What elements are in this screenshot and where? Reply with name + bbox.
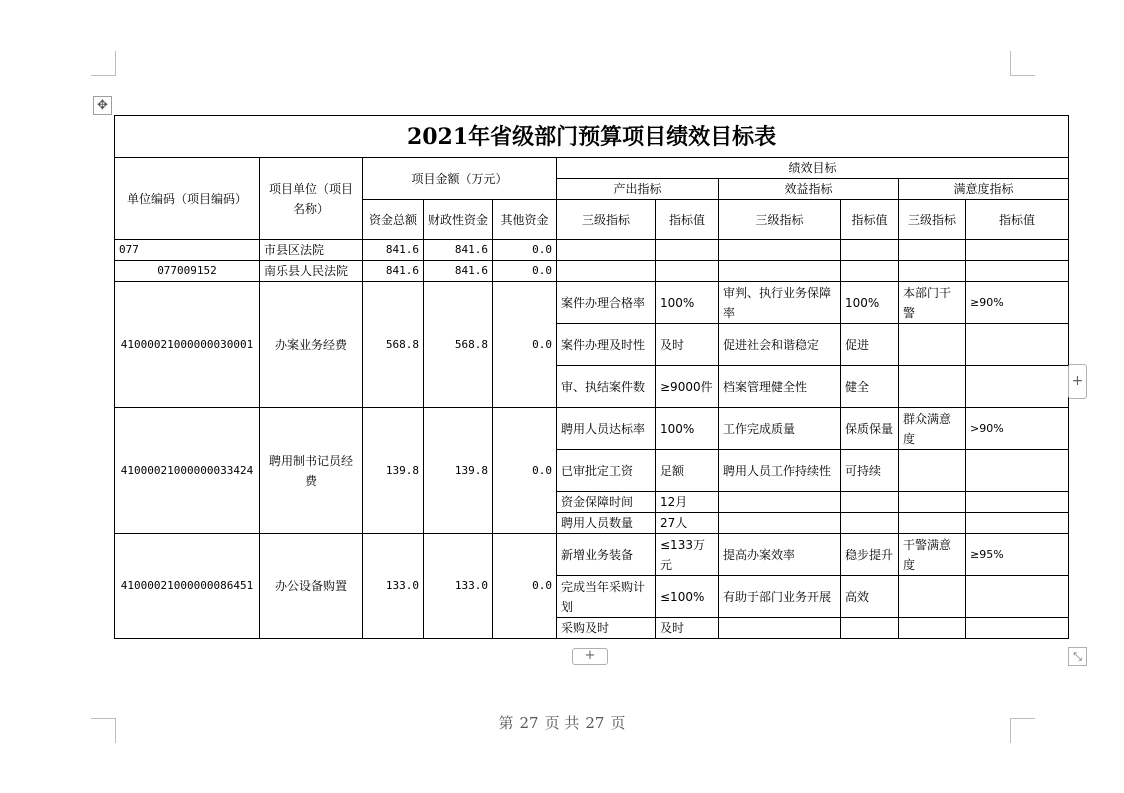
satisfaction-indicator-cell: 干警满意度: [899, 534, 966, 576]
benefit-value-cell: [841, 492, 899, 513]
project-row: [115, 534, 1069, 576]
other-funds-cell: 0.0: [493, 261, 557, 282]
satisfaction-indicator-cell: 群众满意度: [899, 408, 966, 450]
header-performance-goal: 绩效目标: [557, 158, 1069, 179]
header-benefit-value: 指标值: [841, 200, 899, 240]
crop-mark-top-left: [91, 51, 116, 76]
empty-indicator-cell: [966, 261, 1069, 282]
satisfaction-indicator-cell: [899, 576, 966, 618]
satisfaction-value-cell: ≥90%: [966, 282, 1069, 324]
output-indicator-cell: 资金保障时间: [557, 492, 656, 513]
project-row: [115, 408, 1069, 450]
output-indicator-cell: 案件办理及时性: [557, 324, 656, 366]
empty-indicator-cell: [966, 240, 1069, 261]
table-move-handle-icon[interactable]: ✥: [93, 96, 112, 115]
output-value-cell: 27人: [656, 513, 719, 534]
summary-row: [115, 261, 1069, 282]
benefit-value-cell: 稳步提升: [841, 534, 899, 576]
total-funds-cell: 841.6: [363, 261, 424, 282]
footer-prefix: 第: [498, 714, 514, 732]
output-value-cell: ≤100%: [656, 576, 719, 618]
header-unit-code: 单位编码（项目编码）: [115, 158, 260, 240]
project-total-cell: 133.0: [363, 534, 424, 639]
output-value-cell: 及时: [656, 618, 719, 639]
header-output-indicator: 产出指标: [557, 179, 719, 200]
benefit-value-cell: 保质保量: [841, 408, 899, 450]
add-row-button[interactable]: +: [572, 648, 608, 665]
satisfaction-value-cell: >90%: [966, 408, 1069, 450]
project-code-cell: 41000021000000086451: [115, 534, 260, 639]
header-fiscal-funds: 财政性资金: [424, 200, 493, 240]
benefit-value-cell: [841, 513, 899, 534]
output-indicator-cell: 案件办理合格率: [557, 282, 656, 324]
project-code-cell: 41000021000000030001: [115, 282, 260, 408]
output-value-cell: 100%: [656, 282, 719, 324]
fiscal-funds-cell: 841.6: [424, 240, 493, 261]
project-name-cell: 办公设备购置: [260, 534, 363, 639]
empty-indicator-cell: [656, 261, 719, 282]
other-funds-cell: 0.0: [493, 240, 557, 261]
footer-suffix: 页: [610, 714, 626, 732]
benefit-indicator-cell: [719, 618, 841, 639]
benefit-indicator-cell: 档案管理健全性: [719, 366, 841, 408]
benefit-indicator-cell: 聘用人员工作持续性: [719, 450, 841, 492]
output-indicator-cell: 聘用人员数量: [557, 513, 656, 534]
satisfaction-value-cell: [966, 450, 1069, 492]
satisfaction-indicator-cell: [899, 618, 966, 639]
satisfaction-indicator-cell: [899, 450, 966, 492]
benefit-value-cell: 健全: [841, 366, 899, 408]
output-value-cell: 及时: [656, 324, 719, 366]
project-other-cell: 0.0: [493, 408, 557, 534]
output-value-cell: ≥9000件: [656, 366, 719, 408]
project-row: [115, 282, 1069, 324]
header-satisfaction-level3: 三级指标: [899, 200, 966, 240]
benefit-indicator-cell: 促进社会和谐稳定: [719, 324, 841, 366]
benefit-value-cell: [841, 618, 899, 639]
output-indicator-cell: 聘用人员达标率: [557, 408, 656, 450]
unit-code-cell: 077009152: [115, 261, 260, 282]
output-value-cell: 100%: [656, 408, 719, 450]
project-fiscal-cell: 139.8: [424, 408, 493, 534]
output-indicator-cell: 新增业务装备: [557, 534, 656, 576]
satisfaction-value-cell: [966, 576, 1069, 618]
project-fiscal-cell: 133.0: [424, 534, 493, 639]
project-other-cell: 0.0: [493, 282, 557, 408]
benefit-indicator-cell: [719, 513, 841, 534]
table-title: 2021年省级部门预算项目绩效目标表: [115, 116, 1069, 158]
header-other-funds: 其他资金: [493, 200, 557, 240]
satisfaction-indicator-cell: [899, 366, 966, 408]
output-indicator-cell: 已审批定工资: [557, 450, 656, 492]
satisfaction-value-cell: [966, 324, 1069, 366]
header-output-level3: 三级指标: [557, 200, 656, 240]
empty-indicator-cell: [899, 261, 966, 282]
project-total-cell: 568.8: [363, 282, 424, 408]
summary-row: [115, 240, 1069, 261]
empty-indicator-cell: [841, 240, 899, 261]
project-total-cell: 139.8: [363, 408, 424, 534]
project-code-cell: 41000021000000033424: [115, 408, 260, 534]
empty-indicator-cell: [719, 240, 841, 261]
unit-name-cell: 市县区法院: [260, 240, 363, 261]
satisfaction-value-cell: [966, 513, 1069, 534]
benefit-indicator-cell: 提高办案效率: [719, 534, 841, 576]
output-value-cell: 足额: [656, 450, 719, 492]
output-value-cell: 12月: [656, 492, 719, 513]
empty-indicator-cell: [841, 261, 899, 282]
empty-indicator-cell: [557, 240, 656, 261]
benefit-indicator-cell: [719, 492, 841, 513]
table-resize-handle-icon[interactable]: ⤡: [1068, 647, 1087, 666]
unit-name-cell: 南乐县人民法院: [260, 261, 363, 282]
project-other-cell: 0.0: [493, 534, 557, 639]
header-project-unit: 项目单位（项目名称）: [260, 158, 363, 240]
benefit-value-cell: 100%: [841, 282, 899, 324]
header-amount: 项目金额（万元）: [363, 158, 557, 200]
benefit-indicator-cell: 工作完成质量: [719, 408, 841, 450]
empty-indicator-cell: [656, 240, 719, 261]
satisfaction-value-cell: [966, 618, 1069, 639]
satisfaction-indicator-cell: [899, 513, 966, 534]
footer-mid: 页 共: [544, 714, 580, 732]
benefit-indicator-cell: 有助于部门业务开展: [719, 576, 841, 618]
unit-code-cell: 077: [115, 240, 260, 261]
output-indicator-cell: 完成当年采购计划: [557, 576, 656, 618]
total-funds-cell: 841.6: [363, 240, 424, 261]
benefit-value-cell: 可持续: [841, 450, 899, 492]
add-column-button[interactable]: +: [1068, 364, 1087, 399]
benefit-indicator-cell: 审判、执行业务保障率: [719, 282, 841, 324]
satisfaction-indicator-cell: [899, 324, 966, 366]
project-name-cell: 办案业务经费: [260, 282, 363, 408]
header-satisfaction-indicator: 满意度指标: [899, 179, 1069, 200]
satisfaction-indicator-cell: [899, 492, 966, 513]
performance-table: [114, 115, 1069, 639]
output-indicator-cell: 采购及时: [557, 618, 656, 639]
footer-total-pages: 27: [585, 714, 605, 732]
benefit-value-cell: 促进: [841, 324, 899, 366]
satisfaction-indicator-cell: 本部门干警: [899, 282, 966, 324]
output-indicator-cell: 审、执结案件数: [557, 366, 656, 408]
empty-indicator-cell: [899, 240, 966, 261]
benefit-value-cell: 高效: [841, 576, 899, 618]
satisfaction-value-cell: ≥95%: [966, 534, 1069, 576]
header-output-value: 指标值: [656, 200, 719, 240]
page-footer: [0, 712, 1124, 733]
header-total-funds: 资金总额: [363, 200, 424, 240]
empty-indicator-cell: [557, 261, 656, 282]
header-benefit-indicator: 效益指标: [719, 179, 899, 200]
footer-page-number: 27: [519, 714, 539, 732]
output-value-cell: ≤133万元: [656, 534, 719, 576]
empty-indicator-cell: [719, 261, 841, 282]
header-satisfaction-value: 指标值: [966, 200, 1069, 240]
header-benefit-level3: 三级指标: [719, 200, 841, 240]
fiscal-funds-cell: 841.6: [424, 261, 493, 282]
satisfaction-value-cell: [966, 492, 1069, 513]
project-name-cell: 聘用制书记员经费: [260, 408, 363, 534]
satisfaction-value-cell: [966, 366, 1069, 408]
project-fiscal-cell: 568.8: [424, 282, 493, 408]
crop-mark-top-right: [1010, 51, 1035, 76]
